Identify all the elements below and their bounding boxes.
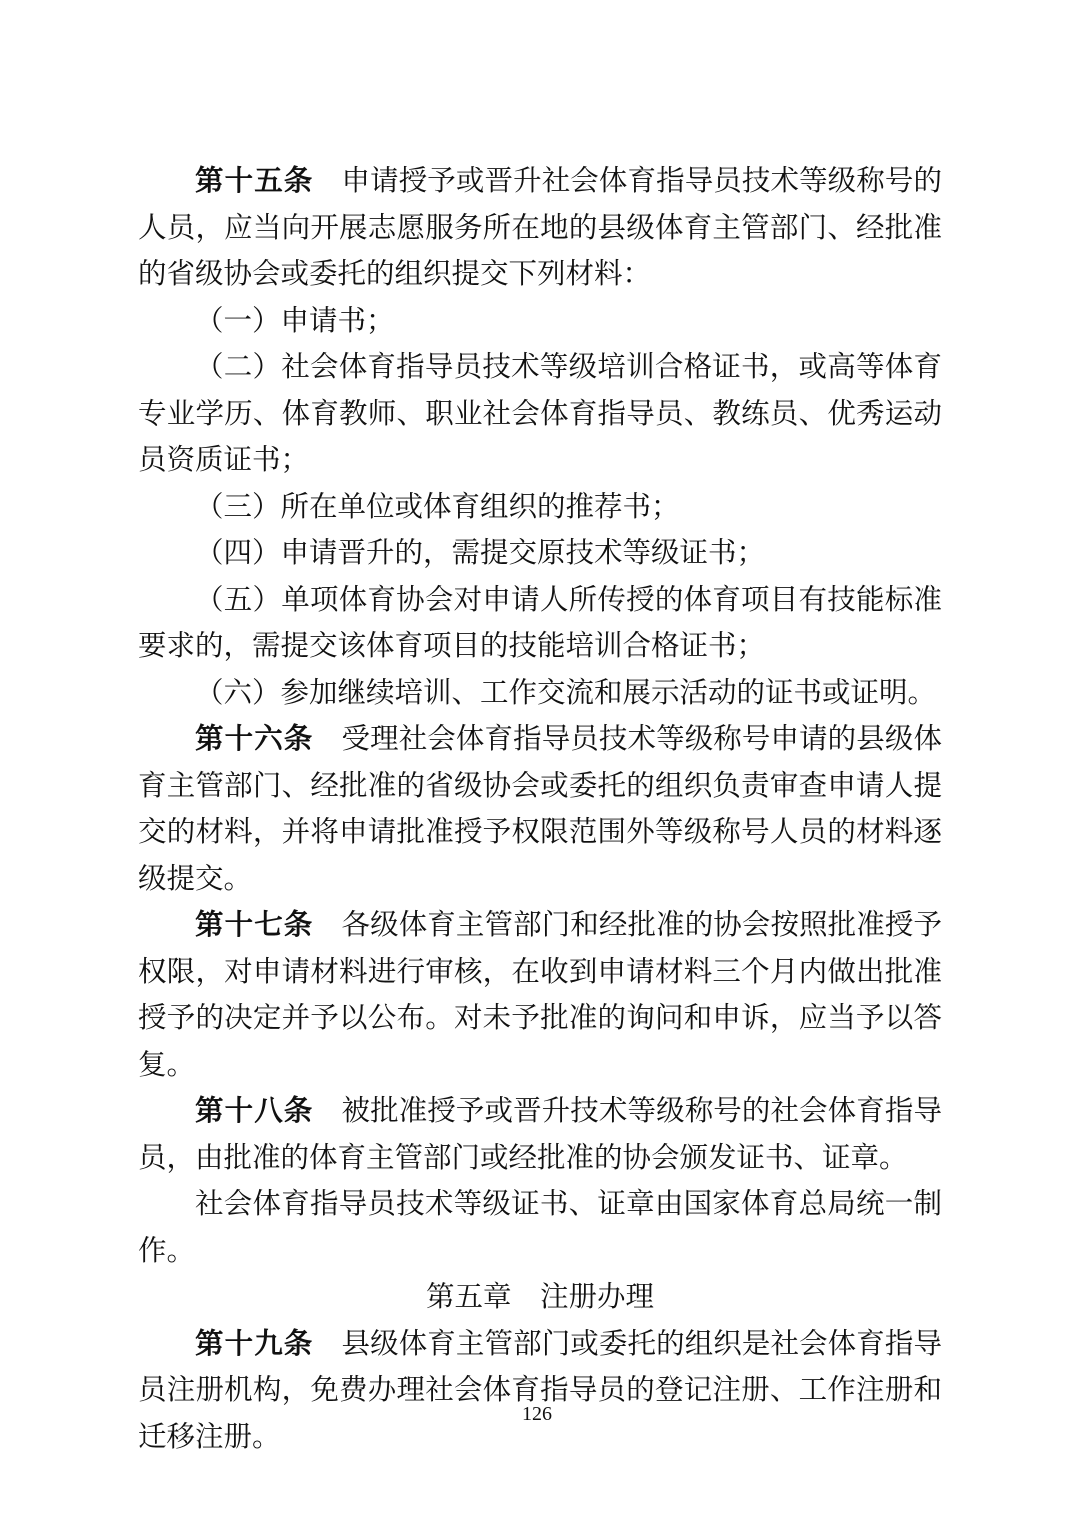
article-18-extra: 社会体育指导员技术等级证书、证章由国家体育总局统一制作。 bbox=[138, 1187, 942, 1267]
article-15-item-6: （六）参加继续培训、工作交流和展示活动的证书或证明。 bbox=[195, 675, 937, 709]
article-15-item-2: （二）社会体育指导员技术等级培训合格证书，或高等体育专业学历、体育教师、职业社会体育指导员、教练员、优秀运动员资质证书； bbox=[138, 350, 942, 476]
article-17-number: 第十七条 bbox=[195, 908, 314, 941]
article-16 bbox=[138, 716, 942, 902]
article-18-text: 被批准授予或晋升技术等级称号的社会体育指导员，由批准的体育主管部门或经批准的协会颁发证书、证章。 bbox=[138, 1094, 942, 1174]
article-19-number: 第十九条 bbox=[195, 1326, 314, 1360]
page-number: 126 bbox=[522, 1403, 552, 1425]
article-15-item-5: （五）单项体育协会对申请人所传授的体育项目有技能标准要求的，需提交该体育项目的技能培训合格证书； bbox=[138, 582, 942, 662]
article-18 bbox=[138, 1088, 942, 1181]
article-16-text: 受理社会体育指导员技术等级称号申请的县级体育主管部门、经批准的省级协会或委托的组织负责审查申请人提交的材料，并将申请批准授予权限范围外等级称号人员的材料逐级提交。 bbox=[138, 722, 942, 895]
article-19-text: 县级体育主管部门或委托的组织是社会体育指导员注册机构，免费办理社会体育指导员的登记注册、工作注册和迁移注册。 bbox=[138, 1326, 942, 1453]
document-body bbox=[138, 158, 942, 1460]
article-17 bbox=[138, 902, 942, 1088]
article-19 bbox=[138, 1321, 942, 1461]
article-18-number: 第十八条 bbox=[195, 1094, 314, 1127]
article-16-number: 第十六条 bbox=[195, 722, 314, 755]
article-15 bbox=[138, 158, 942, 298]
article-15-item-3: （三）所在单位或体育组织的推荐书； bbox=[195, 489, 680, 523]
article-17-text: 各级体育主管部门和经批准的协会按照批准授予权限，对申请材料进行审核，在收到申请材料三个月内做出批准授予的决定并予以公布。对未予批准的询问和申诉，应当予以答复。 bbox=[138, 908, 942, 1081]
article-15-item-4: （四）申请晋升的，需提交原技术等级证书； bbox=[195, 536, 766, 569]
article-15-item-1: （一）申请书； bbox=[195, 303, 395, 337]
article-15-number: 第十五条 bbox=[195, 164, 314, 197]
chapter-5-title: 第五章 注册办理 bbox=[425, 1280, 654, 1313]
article-15-text: 申请授予或晋升社会体育指导员技术等级称号的人员，应当向开展志愿服务所在地的县级体育主管部门、经批准的省级协会或委托的组织提交下列材料： bbox=[138, 164, 942, 290]
